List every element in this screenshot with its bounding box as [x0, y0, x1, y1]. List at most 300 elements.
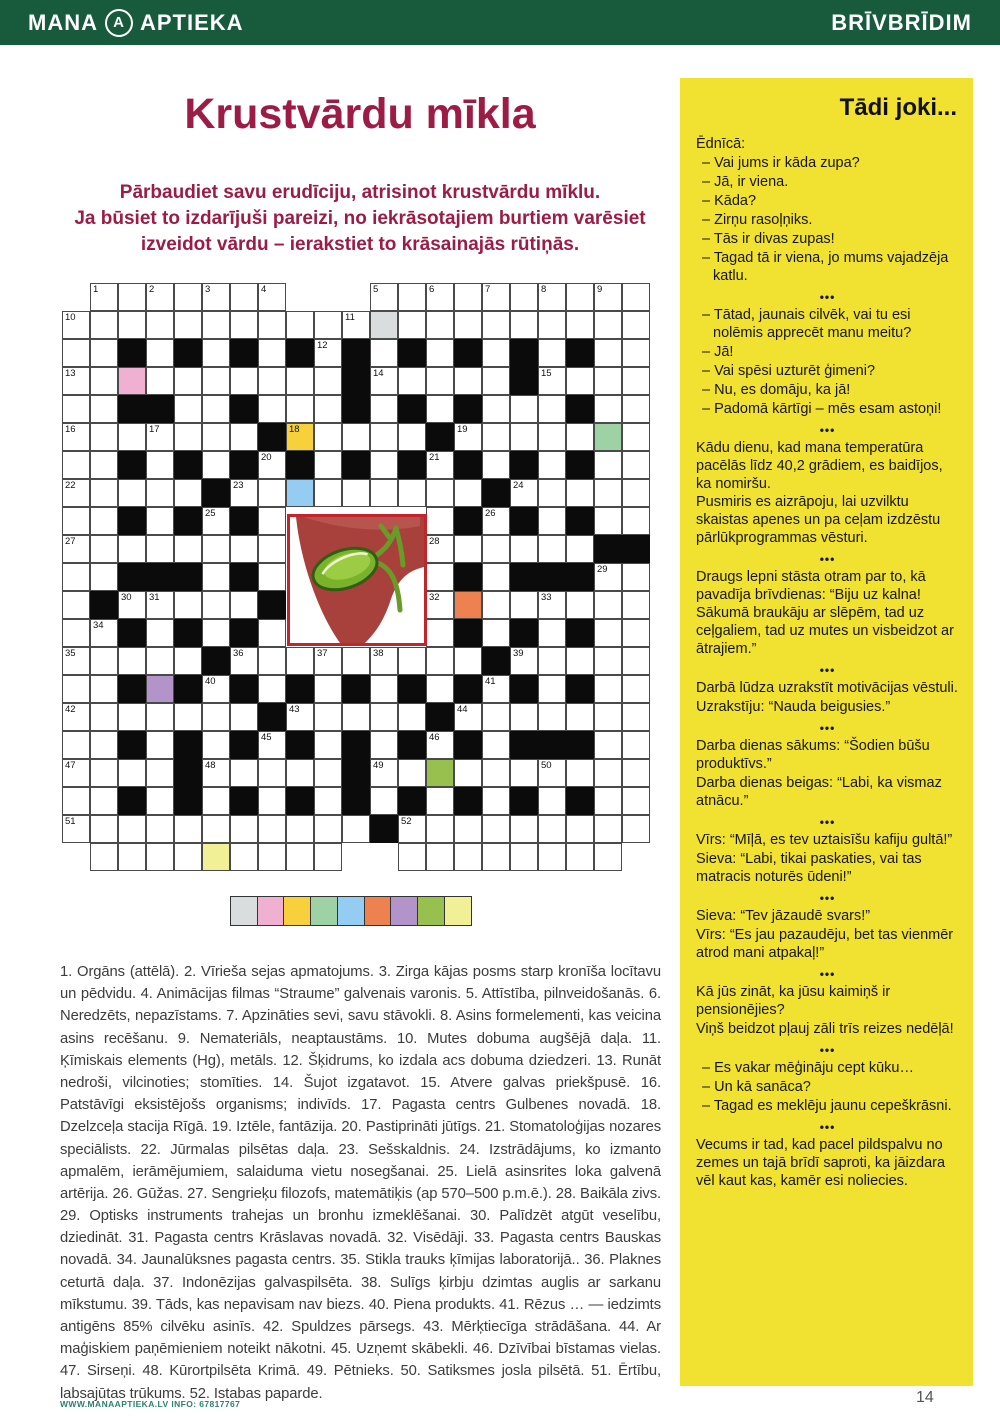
grid-cell[interactable] [622, 507, 650, 535]
grid-cell[interactable] [482, 395, 510, 423]
grid-cell[interactable] [370, 283, 398, 311]
grid-cell[interactable] [258, 535, 286, 563]
grid-cell[interactable] [426, 367, 454, 395]
grid-cell[interactable] [146, 759, 174, 787]
grid-cell[interactable] [538, 507, 566, 535]
grid-cell[interactable] [286, 395, 314, 423]
grid-cell[interactable] [314, 395, 342, 423]
grid-cell[interactable] [118, 815, 146, 843]
grid-cell[interactable] [202, 395, 230, 423]
grid-cell[interactable] [202, 507, 230, 535]
grid-cell[interactable] [482, 759, 510, 787]
grid-cell[interactable] [202, 283, 230, 311]
grid-cell[interactable] [426, 535, 454, 563]
grid-cell[interactable] [62, 535, 90, 563]
grid-cell[interactable] [538, 619, 566, 647]
grid-cell[interactable] [426, 451, 454, 479]
grid-cell[interactable] [118, 311, 146, 339]
grid-cell[interactable] [314, 479, 342, 507]
grid-cell[interactable] [174, 395, 202, 423]
grid-cell[interactable] [202, 787, 230, 815]
grid-cell[interactable] [594, 451, 622, 479]
grid-cell[interactable] [202, 703, 230, 731]
grid-cell[interactable] [370, 703, 398, 731]
grid-cell[interactable] [258, 311, 286, 339]
grid-cell[interactable] [370, 787, 398, 815]
grid-cell[interactable] [594, 815, 622, 843]
grid-cell[interactable] [566, 591, 594, 619]
grid-cell[interactable] [370, 339, 398, 367]
grid-cell[interactable] [146, 731, 174, 759]
grid-cell[interactable] [482, 787, 510, 815]
grid-cell[interactable] [566, 283, 594, 311]
grid-cell[interactable] [454, 423, 482, 451]
grid-cell[interactable] [594, 283, 622, 311]
grid-cell[interactable] [286, 647, 314, 675]
grid-cell[interactable] [174, 283, 202, 311]
grid-cell[interactable] [370, 759, 398, 787]
answer-strip-cell[interactable] [390, 896, 418, 926]
grid-cell[interactable] [426, 675, 454, 703]
grid-cell[interactable] [230, 703, 258, 731]
grid-cell[interactable] [202, 815, 230, 843]
grid-cell[interactable] [314, 367, 342, 395]
grid-cell[interactable] [398, 703, 426, 731]
grid-cell[interactable] [622, 731, 650, 759]
grid-cell[interactable] [202, 339, 230, 367]
grid-cell[interactable] [90, 731, 118, 759]
grid-cell[interactable] [90, 479, 118, 507]
grid-cell[interactable] [454, 759, 482, 787]
grid-cell[interactable] [258, 759, 286, 787]
grid-cell[interactable] [566, 535, 594, 563]
grid-cell[interactable] [62, 787, 90, 815]
grid-cell[interactable] [594, 731, 622, 759]
grid-cell-colored[interactable] [118, 367, 146, 395]
grid-cell[interactable] [118, 647, 146, 675]
grid-cell[interactable] [62, 507, 90, 535]
grid-cell[interactable] [286, 311, 314, 339]
grid-cell[interactable] [258, 367, 286, 395]
grid-cell[interactable] [482, 731, 510, 759]
answer-strip-cell[interactable] [257, 896, 285, 926]
grid-cell[interactable] [314, 675, 342, 703]
grid-cell[interactable] [230, 479, 258, 507]
grid-cell[interactable] [146, 451, 174, 479]
answer-strip-cell[interactable] [283, 896, 311, 926]
grid-cell[interactable] [146, 311, 174, 339]
grid-cell[interactable] [90, 563, 118, 591]
grid-cell[interactable] [118, 759, 146, 787]
grid-cell[interactable] [622, 703, 650, 731]
grid-cell[interactable] [258, 731, 286, 759]
grid-cell[interactable] [174, 479, 202, 507]
grid-cell[interactable] [90, 507, 118, 535]
grid-cell[interactable] [146, 423, 174, 451]
grid-cell[interactable] [174, 423, 202, 451]
grid-cell[interactable] [146, 843, 174, 871]
grid-cell[interactable] [482, 283, 510, 311]
grid-cell[interactable] [314, 731, 342, 759]
grid-cell[interactable] [398, 759, 426, 787]
grid-cell[interactable] [398, 283, 426, 311]
grid-cell[interactable] [258, 395, 286, 423]
grid-cell[interactable] [90, 451, 118, 479]
grid-cell[interactable] [118, 535, 146, 563]
grid-cell[interactable] [230, 647, 258, 675]
grid-cell[interactable] [230, 535, 258, 563]
grid-cell[interactable] [258, 283, 286, 311]
grid-cell[interactable] [118, 843, 146, 871]
grid-cell[interactable] [370, 367, 398, 395]
grid-cell[interactable] [594, 591, 622, 619]
grid-cell[interactable] [398, 423, 426, 451]
grid-cell[interactable] [510, 423, 538, 451]
grid-cell[interactable] [258, 843, 286, 871]
grid-cell[interactable] [594, 367, 622, 395]
grid-cell[interactable] [202, 367, 230, 395]
grid-cell[interactable] [342, 703, 370, 731]
grid-cell[interactable] [454, 311, 482, 339]
grid-cell[interactable] [342, 647, 370, 675]
grid-cell[interactable] [230, 591, 258, 619]
grid-cell[interactable] [90, 535, 118, 563]
grid-cell[interactable] [426, 479, 454, 507]
grid-cell[interactable] [566, 843, 594, 871]
grid-cell[interactable] [454, 535, 482, 563]
grid-cell[interactable] [482, 619, 510, 647]
grid-cell[interactable] [202, 563, 230, 591]
grid-cell[interactable] [426, 563, 454, 591]
grid-cell[interactable] [118, 591, 146, 619]
grid-cell[interactable] [90, 759, 118, 787]
answer-strip-cell[interactable] [337, 896, 365, 926]
grid-cell[interactable] [510, 843, 538, 871]
grid-cell[interactable] [90, 339, 118, 367]
grid-cell[interactable] [258, 507, 286, 535]
grid-cell[interactable] [538, 815, 566, 843]
grid-cell[interactable] [426, 619, 454, 647]
grid-cell[interactable] [342, 479, 370, 507]
grid-cell[interactable] [90, 423, 118, 451]
grid-cell[interactable] [482, 367, 510, 395]
answer-strip-cell[interactable] [310, 896, 338, 926]
grid-cell[interactable] [426, 339, 454, 367]
grid-cell[interactable] [174, 535, 202, 563]
grid-cell[interactable] [62, 675, 90, 703]
grid-cell[interactable] [566, 367, 594, 395]
grid-cell[interactable] [622, 647, 650, 675]
grid-cell[interactable] [62, 563, 90, 591]
grid-cell[interactable] [62, 703, 90, 731]
grid-cell[interactable] [538, 339, 566, 367]
grid-cell[interactable] [146, 283, 174, 311]
grid-cell[interactable] [594, 787, 622, 815]
grid-cell[interactable] [286, 759, 314, 787]
grid-cell[interactable] [566, 423, 594, 451]
grid-cell[interactable] [538, 395, 566, 423]
grid-cell[interactable] [454, 843, 482, 871]
grid-cell[interactable] [230, 815, 258, 843]
grid-cell[interactable] [62, 479, 90, 507]
grid-cell[interactable] [146, 647, 174, 675]
grid-cell[interactable] [314, 759, 342, 787]
grid-cell[interactable] [510, 591, 538, 619]
grid-cell[interactable] [622, 479, 650, 507]
grid-cell[interactable] [146, 619, 174, 647]
grid-cell[interactable] [538, 535, 566, 563]
grid-cell[interactable] [118, 283, 146, 311]
grid-cell[interactable] [566, 703, 594, 731]
grid-cell[interactable] [286, 843, 314, 871]
grid-cell[interactable] [538, 283, 566, 311]
grid-cell[interactable] [146, 815, 174, 843]
grid-cell[interactable] [510, 647, 538, 675]
grid-cell[interactable] [342, 423, 370, 451]
grid-cell[interactable] [118, 479, 146, 507]
grid-cell[interactable] [482, 311, 510, 339]
grid-cell[interactable] [62, 451, 90, 479]
grid-cell[interactable] [174, 815, 202, 843]
grid-cell[interactable] [594, 563, 622, 591]
grid-cell[interactable] [62, 647, 90, 675]
grid-cell[interactable] [286, 815, 314, 843]
answer-strip-cell[interactable] [364, 896, 392, 926]
grid-cell[interactable] [482, 675, 510, 703]
grid-cell[interactable] [258, 563, 286, 591]
grid-cell[interactable] [482, 535, 510, 563]
grid-cell[interactable] [566, 815, 594, 843]
grid-cell[interactable] [594, 507, 622, 535]
grid-cell-colored[interactable] [286, 479, 314, 507]
grid-cell[interactable] [62, 591, 90, 619]
answer-strip-cell[interactable] [444, 896, 472, 926]
grid-cell[interactable] [454, 647, 482, 675]
grid-cell[interactable] [566, 759, 594, 787]
grid-cell[interactable] [62, 731, 90, 759]
grid-cell[interactable] [62, 367, 90, 395]
grid-cell[interactable] [258, 675, 286, 703]
grid-cell[interactable] [510, 395, 538, 423]
grid-cell[interactable] [342, 815, 370, 843]
grid-cell[interactable] [62, 423, 90, 451]
grid-cell[interactable] [594, 675, 622, 703]
grid-cell[interactable] [118, 703, 146, 731]
grid-cell[interactable] [398, 647, 426, 675]
grid-cell[interactable] [146, 339, 174, 367]
grid-cell[interactable] [398, 367, 426, 395]
grid-cell[interactable] [174, 647, 202, 675]
grid-cell[interactable] [426, 787, 454, 815]
grid-cell[interactable] [90, 815, 118, 843]
grid-cell[interactable] [174, 843, 202, 871]
grid-cell[interactable] [538, 451, 566, 479]
grid-cell[interactable] [538, 647, 566, 675]
grid-cell[interactable] [426, 311, 454, 339]
grid-cell[interactable] [482, 591, 510, 619]
grid-cell[interactable] [510, 283, 538, 311]
grid-cell[interactable] [258, 647, 286, 675]
grid-cell[interactable] [538, 479, 566, 507]
grid-cell[interactable] [202, 759, 230, 787]
grid-cell[interactable] [594, 395, 622, 423]
grid-cell[interactable] [62, 311, 90, 339]
grid-cell[interactable] [622, 395, 650, 423]
grid-cell[interactable] [454, 479, 482, 507]
grid-cell[interactable] [286, 367, 314, 395]
grid-cell[interactable] [538, 759, 566, 787]
grid-cell[interactable] [174, 367, 202, 395]
grid-cell[interactable] [538, 843, 566, 871]
grid-cell[interactable] [202, 311, 230, 339]
grid-cell[interactable] [230, 283, 258, 311]
grid-cell[interactable] [90, 311, 118, 339]
grid-cell[interactable] [90, 647, 118, 675]
grid-cell[interactable] [258, 787, 286, 815]
grid-cell[interactable] [202, 675, 230, 703]
grid-cell[interactable] [342, 311, 370, 339]
grid-cell[interactable] [146, 535, 174, 563]
grid-cell[interactable] [90, 787, 118, 815]
grid-cell[interactable] [622, 787, 650, 815]
grid-cell[interactable] [510, 311, 538, 339]
grid-cell[interactable] [370, 423, 398, 451]
grid-cell-colored[interactable] [146, 675, 174, 703]
grid-cell[interactable] [510, 703, 538, 731]
grid-cell[interactable] [482, 423, 510, 451]
grid-cell[interactable] [622, 367, 650, 395]
grid-cell[interactable] [482, 451, 510, 479]
grid-cell[interactable] [62, 815, 90, 843]
grid-cell[interactable] [146, 479, 174, 507]
grid-cell[interactable] [426, 731, 454, 759]
grid-cell[interactable] [314, 647, 342, 675]
grid-cell-colored[interactable] [286, 423, 314, 451]
grid-cell-colored[interactable] [202, 843, 230, 871]
grid-cell[interactable] [426, 815, 454, 843]
grid-cell[interactable] [594, 703, 622, 731]
grid-cell[interactable] [314, 815, 342, 843]
grid-cell[interactable] [146, 703, 174, 731]
grid-cell[interactable] [426, 507, 454, 535]
grid-cell[interactable] [90, 619, 118, 647]
grid-cell-colored[interactable] [594, 423, 622, 451]
grid-cell[interactable] [454, 283, 482, 311]
grid-cell[interactable] [538, 311, 566, 339]
grid-cell[interactable] [146, 367, 174, 395]
grid-cell[interactable] [202, 451, 230, 479]
grid-cell[interactable] [622, 619, 650, 647]
grid-cell[interactable] [622, 451, 650, 479]
grid-cell[interactable] [370, 731, 398, 759]
grid-cell[interactable] [314, 311, 342, 339]
grid-cell[interactable] [622, 815, 650, 843]
grid-cell[interactable] [594, 759, 622, 787]
grid-cell[interactable] [146, 787, 174, 815]
grid-cell[interactable] [622, 311, 650, 339]
grid-cell[interactable] [594, 311, 622, 339]
grid-cell[interactable] [538, 787, 566, 815]
grid-cell[interactable] [510, 535, 538, 563]
grid-cell[interactable] [258, 815, 286, 843]
grid-cell[interactable] [594, 339, 622, 367]
grid-cell[interactable] [622, 339, 650, 367]
grid-cell[interactable] [258, 479, 286, 507]
grid-cell[interactable] [314, 339, 342, 367]
grid-cell[interactable] [622, 283, 650, 311]
grid-cell[interactable] [314, 703, 342, 731]
grid-cell[interactable] [258, 619, 286, 647]
grid-cell[interactable] [594, 479, 622, 507]
grid-cell[interactable] [594, 647, 622, 675]
grid-cell[interactable] [370, 675, 398, 703]
grid-cell[interactable] [258, 451, 286, 479]
grid-cell[interactable] [146, 591, 174, 619]
grid-cell[interactable] [146, 507, 174, 535]
grid-cell[interactable] [426, 395, 454, 423]
grid-cell[interactable] [482, 563, 510, 591]
grid-cell[interactable] [90, 675, 118, 703]
grid-cell[interactable] [566, 311, 594, 339]
grid-cell[interactable] [482, 843, 510, 871]
grid-cell[interactable] [538, 591, 566, 619]
grid-cell[interactable] [482, 339, 510, 367]
grid-cell[interactable] [622, 759, 650, 787]
grid-cell[interactable] [62, 759, 90, 787]
grid-cell[interactable] [538, 423, 566, 451]
grid-cell[interactable] [538, 675, 566, 703]
grid-cell[interactable] [62, 395, 90, 423]
grid-cell[interactable] [90, 703, 118, 731]
grid-cell[interactable] [510, 815, 538, 843]
grid-cell[interactable] [230, 843, 258, 871]
grid-cell[interactable] [398, 479, 426, 507]
grid-cell[interactable] [510, 759, 538, 787]
grid-cell[interactable] [230, 311, 258, 339]
grid-cell[interactable] [202, 731, 230, 759]
grid-cell[interactable] [426, 843, 454, 871]
grid-cell[interactable] [398, 843, 426, 871]
grid-cell[interactable] [622, 591, 650, 619]
grid-cell[interactable] [62, 339, 90, 367]
grid-cell[interactable] [174, 703, 202, 731]
grid-cell[interactable] [118, 423, 146, 451]
grid-cell[interactable] [202, 591, 230, 619]
grid-cell[interactable] [62, 619, 90, 647]
grid-cell[interactable] [286, 703, 314, 731]
grid-cell[interactable] [398, 815, 426, 843]
answer-strip-cell[interactable] [417, 896, 445, 926]
grid-cell[interactable] [454, 703, 482, 731]
grid-cell[interactable] [370, 479, 398, 507]
grid-cell[interactable] [370, 647, 398, 675]
grid-cell[interactable] [398, 311, 426, 339]
grid-cell[interactable] [594, 843, 622, 871]
grid-cell[interactable] [90, 843, 118, 871]
grid-cell[interactable] [370, 451, 398, 479]
grid-cell[interactable] [230, 423, 258, 451]
grid-cell[interactable] [202, 619, 230, 647]
grid-cell[interactable] [202, 423, 230, 451]
grid-cell[interactable] [90, 395, 118, 423]
grid-cell[interactable] [538, 367, 566, 395]
grid-cell[interactable] [454, 815, 482, 843]
answer-strip-cell[interactable] [230, 896, 258, 926]
grid-cell[interactable] [258, 339, 286, 367]
grid-cell[interactable] [566, 647, 594, 675]
grid-cell[interactable] [482, 507, 510, 535]
grid-cell[interactable] [482, 815, 510, 843]
